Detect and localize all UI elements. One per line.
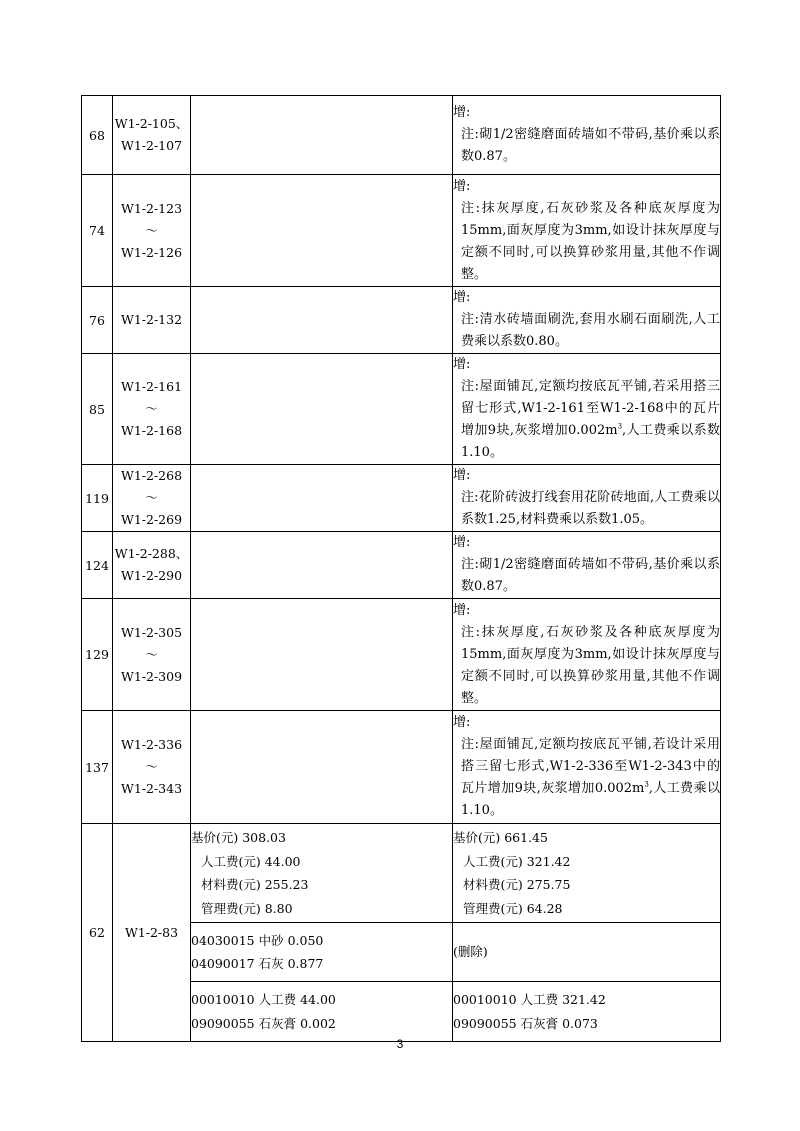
original-content-cell: [191, 465, 453, 532]
amendment-note: 增: 注:砌1/2密缝磨面砖墙如不带码,基价乘以系数0.87。: [453, 96, 721, 175]
row-number: 74: [82, 175, 113, 287]
amendment-note: 增: 注:清水砖墙面刷洗,套用水刷石面刷洗,人工费乘以系数0.80。: [453, 287, 721, 354]
original-content-cell: [191, 96, 453, 175]
row-number: 76: [82, 287, 113, 354]
table-row: [82, 96, 721, 175]
quota-code: W1-2-305 ～ W1-2-309: [113, 599, 191, 711]
amendment-note: 增: 注:抹灰厚度,石灰砂浆及各种底灰厚度为15mm,面灰厚度为3mm,如设计抹灰厚度与定额不同时,可以换算砂浆用量,其他不作调整。: [453, 175, 721, 287]
original-content-cell: [191, 354, 453, 465]
original-labor-cell: 00010010 人工费 44.00 09090055 石灰膏 0.002: [191, 982, 453, 1042]
table-row: [82, 465, 721, 532]
quota-code: W1-2-123 ～ W1-2-126: [113, 175, 191, 287]
quota-code: W1-2-336 ～ W1-2-343: [113, 711, 191, 824]
original-content-cell: [191, 287, 453, 354]
table-row: [82, 287, 721, 354]
page-number: 3: [396, 1037, 404, 1051]
revised-material-cell: (删除): [453, 923, 721, 982]
amendment-note: 增: 注:花阶砖波打线套用花阶砖地面,人工费乘以系数1.25,材料费乘以系数1.05。: [453, 465, 721, 532]
quota-code: W1-2-268 ～ W1-2-269: [113, 465, 191, 532]
quota-code: W1-2-161 ～ W1-2-168: [113, 354, 191, 465]
row-number: 119: [82, 465, 113, 532]
table-row: [82, 824, 721, 923]
row-number: 129: [82, 599, 113, 711]
amendment-note: 增: 注:屋面铺瓦,定额均按底瓦平铺,若采用搭三留七形式,W1-2-161至W1-2-168中的瓦片增加9块,灰浆增加$0.002m^3$,人工费乘以系数1.10。: [453, 354, 721, 465]
row-number: 68: [82, 96, 113, 175]
original-price-cell: 基价(元) 308.03 人工费(元) 44.00 材料费(元) 255.23 管理费(元) 8.80: [191, 824, 453, 923]
original-content-cell: [191, 532, 453, 599]
quota-code: W1-2-83: [113, 824, 191, 1042]
amendment-note: 增: 注:抹灰厚度,石灰砂浆及各种底灰厚度为15mm,面灰厚度为3mm,如设计抹灰厚度与定额不同时,可以换算砂浆用量,其他不作调整。: [453, 599, 721, 711]
revised-price-cell: 基价(元) 661.45 人工费(元) 321.42 材料费(元) 275.75 管理费(元) 64.28: [453, 824, 721, 923]
table-row: [82, 175, 721, 287]
table-row: [82, 532, 721, 599]
table-row: [82, 354, 721, 465]
original-content-cell: [191, 175, 453, 287]
table-row: [82, 711, 721, 824]
quota-amendment-table: [81, 95, 721, 1042]
amendment-note: 增: 注:屋面铺瓦,定额均按底瓦平铺,若设计采用搭三留七形式,W1-2-336至W1-2-343中的瓦片增加9块,灰浆增加$0.002m^3$,人工费乘以1.10。: [453, 711, 721, 824]
row-number: 124: [82, 532, 113, 599]
amendment-note: 增: 注:砌1/2密缝磨面砖墙如不带码,基价乘以系数0.87。: [453, 532, 721, 599]
revised-labor-cell: 00010010 人工费 321.42 09090055 石灰膏 0.073: [453, 982, 721, 1042]
row-number: 85: [82, 354, 113, 465]
row-number: 62: [82, 824, 113, 1042]
quota-code: W1-2-132: [113, 287, 191, 354]
original-content-cell: [191, 711, 453, 824]
original-material-cell: 04030015 中砂 0.050 04090017 石灰 0.877: [191, 923, 453, 982]
original-content-cell: [191, 599, 453, 711]
quota-code: W1-2-288、 W1-2-290: [113, 532, 191, 599]
row-number: 137: [82, 711, 113, 824]
quota-code: W1-2-105、 W1-2-107: [113, 96, 191, 175]
table-row: [82, 599, 721, 711]
